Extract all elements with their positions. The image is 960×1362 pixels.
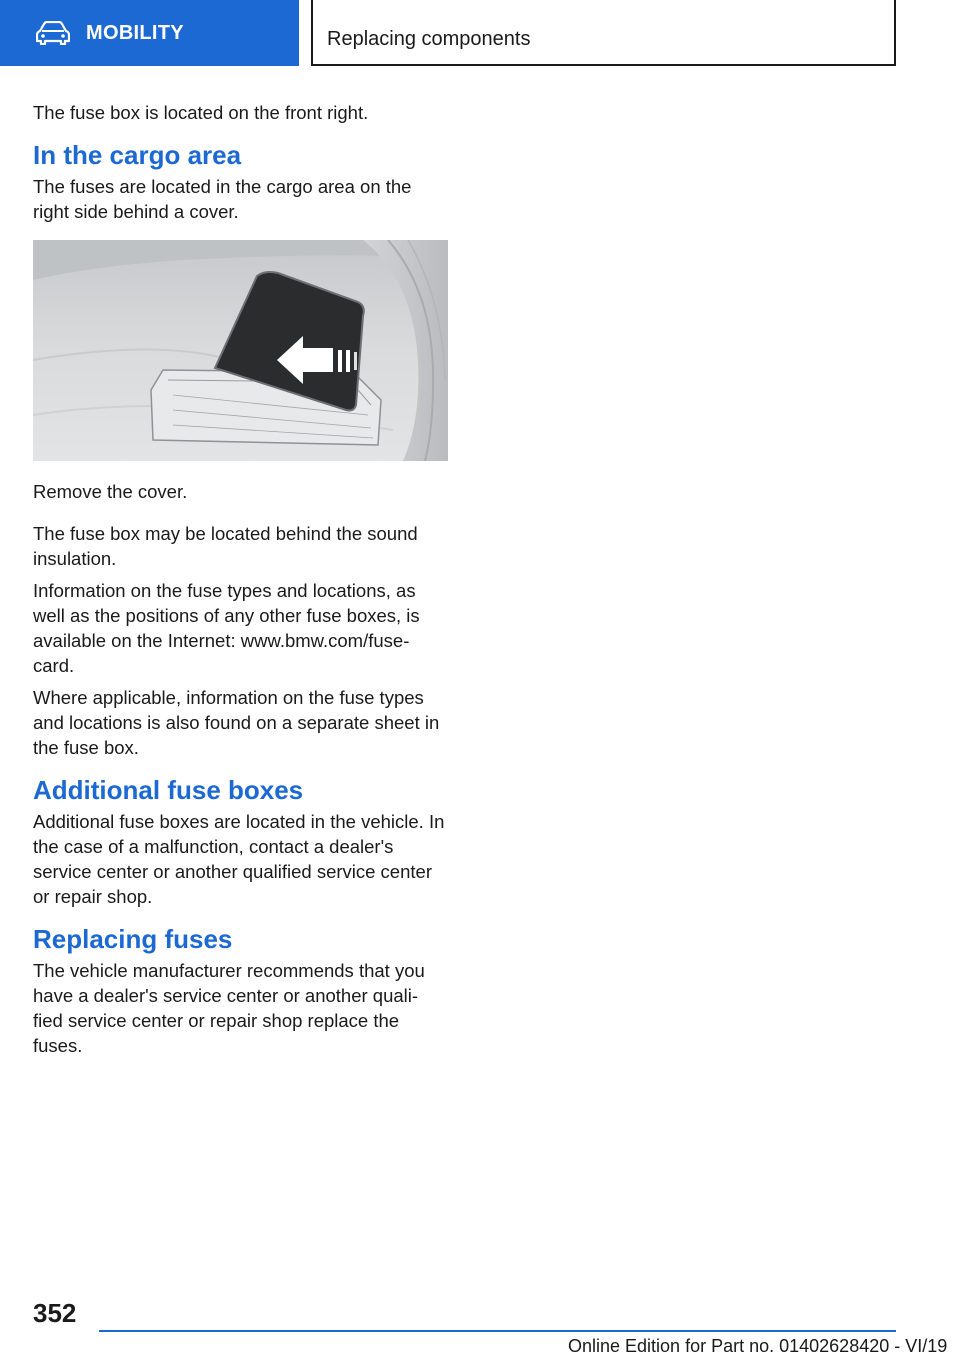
chapter-title	[311, 0, 896, 66]
footer-divider	[99, 1330, 896, 1332]
intro-paragraph: The fuse box is located on the front right.	[33, 102, 369, 123]
replacing-fuses-heading: Replacing fuses	[33, 924, 233, 954]
additional-fuse-boxes-paragraph: Additional fuse boxes are located in the vehicle. In the case of a malfunction, contact a dealer's service center or another qualified service center or repair shop.	[33, 811, 445, 907]
header-section-tab	[0, 0, 299, 66]
replacing-fuses-paragraph: The vehicle manufacturer recommends that you have a dealer's service center or another quali‐ fied service center or repair shop replace the fuses.	[33, 960, 425, 1056]
edition-note: Online Edition for Part no. 01402628420 - VI/19	[568, 1336, 948, 1356]
separate-sheet-paragraph: Where applicable, information on the fuse types and locations is also found on a separate sheet in the fuse box.	[33, 687, 440, 758]
car-icon	[36, 21, 70, 45]
main-content	[33, 100, 449, 1065]
sound-insulation-paragraph: The fuse box may be located behind the sound insulation.	[33, 523, 418, 569]
cargo-area-heading: In the cargo area	[33, 140, 242, 170]
cargo-cover-illustration	[33, 240, 448, 461]
fuse-info-paragraph: Information on the fuse types and locations, as well as the positions of any other fuse boxes, is available on the Internet: www.bmw.com/fuse-card.	[33, 580, 420, 676]
chapter-title-text: Replacing components	[327, 28, 531, 50]
section-label: MOBILITY	[86, 21, 184, 44]
figure-caption: Remove the cover.	[33, 481, 188, 502]
cargo-area-paragraph: The fuses are located in the cargo area on the right side behind a cover.	[33, 176, 412, 222]
page-number: 352	[33, 1298, 77, 1328]
additional-fuse-boxes-heading: Additional fuse boxes	[33, 775, 304, 805]
